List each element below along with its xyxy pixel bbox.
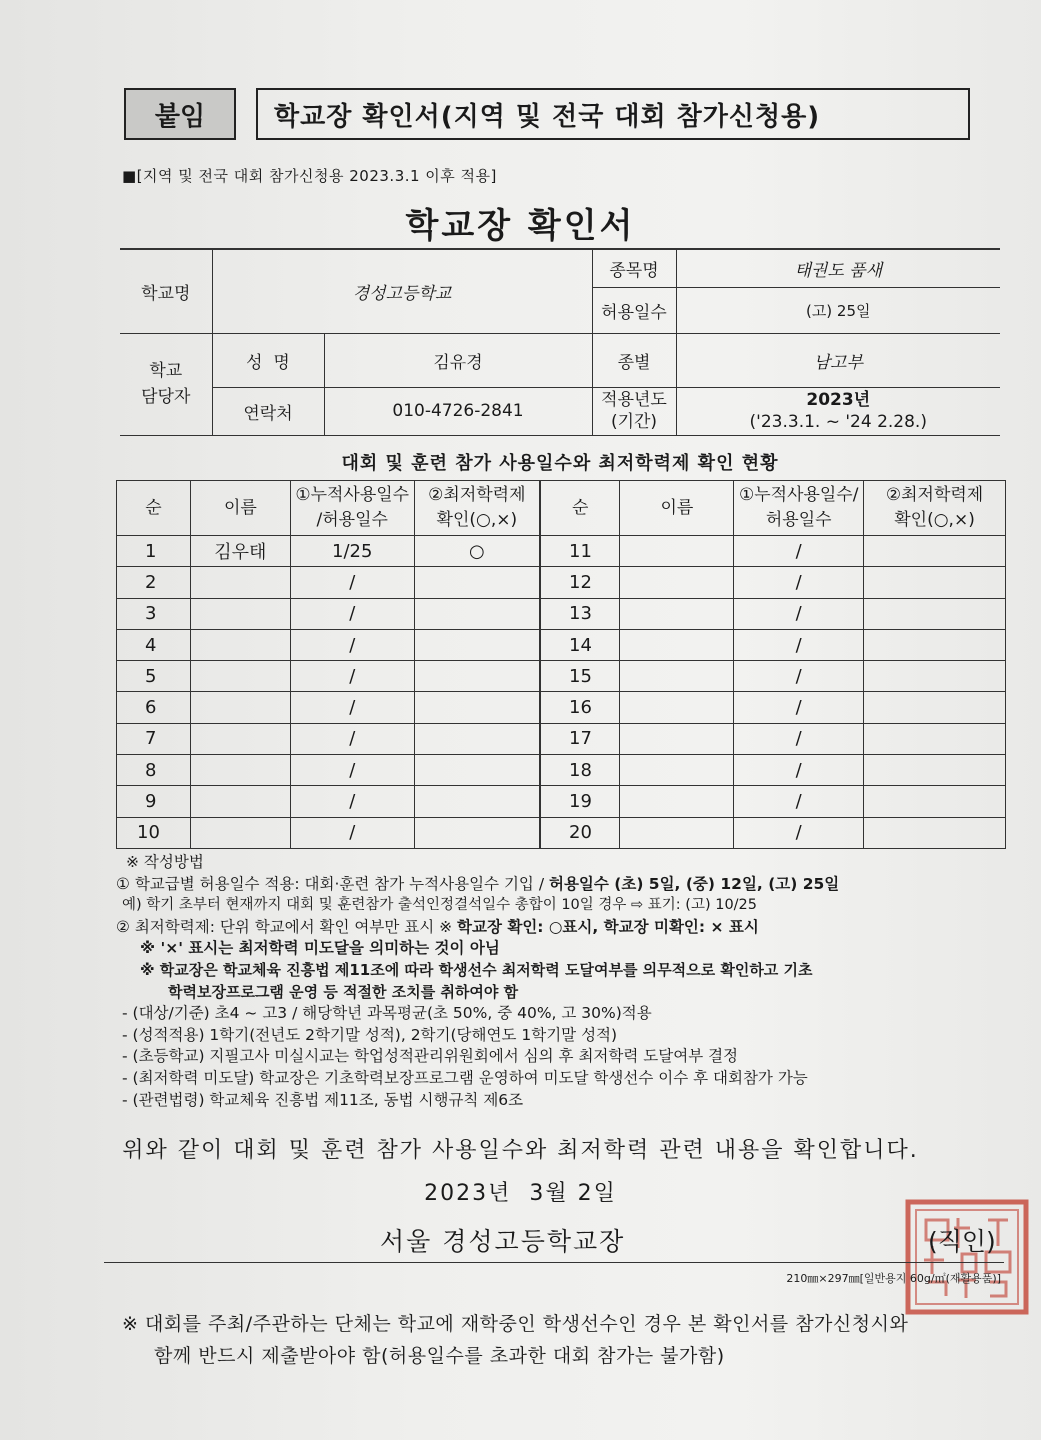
row-check [414, 567, 540, 598]
note-1-text: ① 학교급별 허용일수 적용: 대회·훈련 참가 누적사용일수 기입 / [116, 874, 549, 893]
header-days: ①누적사용일수 /허용일수 [290, 481, 414, 536]
row-days: / [290, 598, 414, 629]
detail-5: - (관련법령) 학교체육 진흥법 제11조, 동법 시행규칙 제6조 [122, 1090, 524, 1109]
row-name [190, 661, 290, 692]
event-label: 종목명 [592, 249, 676, 287]
row-check [864, 598, 1006, 629]
row-no: 2 [117, 567, 191, 598]
seal-label: (직인) [928, 1227, 996, 1256]
manager-name-value: 김유경 [324, 333, 592, 387]
principal-name: 서울 경성고등학교장 [380, 1227, 626, 1256]
row-check [414, 661, 540, 692]
table-header-row [117, 481, 1006, 536]
row-days: / [290, 817, 414, 848]
contact-value: 010-4726-2841 [324, 387, 592, 435]
row-days: / [290, 567, 414, 598]
header-name: 이름 [190, 481, 290, 536]
paper-spec: 210㎜×297㎜[일반용지 60g/㎡(재활용품)] [786, 1272, 1001, 1285]
page-title: 학교장 확인서 [405, 206, 636, 246]
row-name [620, 786, 734, 817]
row-name: 김우태 [190, 536, 290, 567]
row-no: 1 [117, 536, 191, 567]
row-name [620, 567, 734, 598]
division-value: 남고부 [676, 333, 1000, 387]
note-4-cont: 학력보장프로그램 운영 등 적절한 조치를 취하여야 함 [168, 982, 519, 1001]
header-no: 순 [117, 481, 191, 536]
school-name-value: 경성고등학교 [212, 249, 592, 333]
table-row [117, 692, 1006, 723]
note-3: ※ '×' 표시는 최저학력 미도달을 의미하는 것이 아님 [140, 939, 500, 958]
header-check-right: ②최저학력제 확인(○,×) [864, 481, 1006, 536]
footnote [122, 1308, 908, 1372]
row-name [190, 817, 290, 848]
row-name [190, 786, 290, 817]
row-no: 8 [117, 755, 191, 786]
row-check [414, 755, 540, 786]
row-days: / [290, 723, 414, 754]
row-days: / [734, 692, 864, 723]
row-check [864, 692, 1006, 723]
note-2 [116, 917, 1016, 939]
row-no: 10 [117, 817, 191, 848]
row-days: 1/25 [290, 536, 414, 567]
row-check [864, 536, 1006, 567]
row-check: ○ [414, 536, 540, 567]
table-row [117, 629, 1006, 660]
school-info-table [120, 248, 1000, 436]
row-name [620, 755, 734, 786]
row-days: / [290, 755, 414, 786]
row-days: / [734, 755, 864, 786]
row-days: / [734, 629, 864, 660]
table-row [117, 598, 1006, 629]
header-days-right: ①누적사용일수/ 허용일수 [734, 481, 864, 536]
division-label: 종별 [592, 333, 676, 387]
row-name [190, 692, 290, 723]
row-no: 20 [540, 817, 620, 848]
row-days: / [290, 661, 414, 692]
row-no: 16 [540, 692, 620, 723]
school-name-label: 학교명 [120, 249, 212, 333]
divider [104, 1262, 1004, 1263]
contact-label: 연락처 [212, 387, 324, 435]
row-check [864, 629, 1006, 660]
row-name [620, 661, 734, 692]
note-2-emphasis: 학교장 확인: ○표시, 학교장 미확인: × 표시 [457, 917, 759, 936]
note-1-example: 예) 학기 초부터 현재까지 대회 및 훈련참가 출석인정결석일수 총합이 10일 경우 ⇨ 표기: (고) 10/25 [122, 897, 758, 914]
row-no: 4 [117, 629, 191, 660]
table-row [117, 536, 1006, 567]
allowed-days-label: 허용일수 [592, 287, 676, 333]
footnote-line-2: 함께 반드시 제출받아야 함(허용일수를 초과한 대회 참가는 불가함) [154, 1345, 725, 1367]
row-no: 12 [540, 567, 620, 598]
row-check [864, 786, 1006, 817]
year-label: 적용년도 (기간) [592, 387, 676, 435]
row-check [414, 692, 540, 723]
document-header-title: 학교장 확인서(지역 및 전국 대회 참가신청용) [256, 88, 970, 140]
table-row [117, 786, 1006, 817]
row-name [190, 598, 290, 629]
row-name [190, 629, 290, 660]
table-row [117, 817, 1006, 848]
event-value: 태권도 품새 [676, 249, 1000, 287]
header-name-right: 이름 [620, 481, 734, 536]
confirmation-statement: 위와 같이 대회 및 훈련 참가 사용일수와 최저학력 관련 내용을 확인합니다. [122, 1138, 919, 1163]
detail-4: - (최저학력 미도달) 학교장은 기초학력보장프로그램 운영하여 미도달 학생선수 이수 후 대회참가 가능 [122, 1068, 808, 1087]
row-check [864, 723, 1006, 754]
row-no: 5 [117, 661, 191, 692]
row-no: 14 [540, 629, 620, 660]
row-check [864, 817, 1006, 848]
allowed-days-value: (고) 25일 [676, 287, 1000, 333]
row-check [414, 817, 540, 848]
row-no: 7 [117, 723, 191, 754]
section-title: 대회 및 훈련 참가 사용일수와 최저학력제 확인 현황 [341, 453, 779, 474]
detail-1: - (대상/기준) 초4 ~ 고3 / 해당학년 과목평균(초 50%, 중 40%, 고 30%)적용 [122, 1004, 652, 1023]
row-check [414, 786, 540, 817]
table-row [117, 661, 1006, 692]
row-no: 15 [540, 661, 620, 692]
row-name [190, 567, 290, 598]
table-row [117, 723, 1006, 754]
row-days: / [290, 629, 414, 660]
header-no-right: 순 [540, 481, 620, 536]
detail-3: - (초등학교) 지필고사 미실시교는 학업성적관리위원회에서 심의 후 최저학력 도달여부 결정 [122, 1047, 739, 1066]
row-name [620, 692, 734, 723]
row-days: / [290, 786, 414, 817]
row-days: / [734, 567, 864, 598]
participation-table [116, 480, 1006, 849]
row-days: / [290, 692, 414, 723]
row-check [414, 629, 540, 660]
applicability-note: ■[지역 및 전국 대회 참가신청용 2023.3.1 이후 적용] [122, 167, 497, 185]
row-no: 18 [540, 755, 620, 786]
row-days: / [734, 661, 864, 692]
row-name [620, 817, 734, 848]
row-no: 11 [540, 536, 620, 567]
row-days: / [734, 786, 864, 817]
row-days: / [734, 817, 864, 848]
row-check [864, 661, 1006, 692]
year-cell [676, 387, 1000, 435]
row-no: 19 [540, 786, 620, 817]
row-no: 17 [540, 723, 620, 754]
row-days: / [734, 536, 864, 567]
row-name [620, 598, 734, 629]
footnote-line-1: ※ 대회를 주최/주관하는 단체는 학교에 재학중인 학생선수인 경우 본 확인서를 참가신청시와 [122, 1313, 909, 1335]
attachment-tag: 붙임 [124, 88, 236, 140]
row-check [864, 567, 1006, 598]
row-name [620, 536, 734, 567]
note-1 [116, 874, 1016, 896]
row-name [190, 755, 290, 786]
row-days: / [734, 723, 864, 754]
year-value: 2023년 [806, 390, 871, 410]
manager-name-label: 성 명 [212, 333, 324, 387]
row-check [414, 723, 540, 754]
row-name [190, 723, 290, 754]
row-no: 9 [117, 786, 191, 817]
header-check: ②최저학력제 확인(○,×) [414, 481, 540, 536]
year-period: ('23.3.1. ~ '24 2.28.) [749, 412, 927, 432]
row-name [620, 723, 734, 754]
instructions-heading: ※ 작성방법 [126, 853, 204, 871]
table-row [117, 567, 1006, 598]
row-days: / [734, 598, 864, 629]
issue-date: 2023년 3월 2일 [424, 1181, 617, 1206]
row-name [620, 629, 734, 660]
instructions [116, 852, 1016, 1111]
table-row [117, 755, 1006, 786]
row-no: 13 [540, 598, 620, 629]
row-no: 6 [117, 692, 191, 723]
manager-label: 학교 담당자 [120, 333, 212, 435]
detail-2: - (성적적용) 1학기(전년도 2학기말 성적), 2학기(당해연도 1학기말 성적) [122, 1025, 618, 1044]
note-1-emphasis: 허용일수 (초) 5일, (중) 12일, (고) 25일 [548, 874, 840, 893]
note-4: ※ 학교장은 학교체육 진흥법 제11조에 따라 학생선수 최저학력 도달여부를 의무적으로 확인하고 기초 [140, 960, 813, 979]
row-check [864, 755, 1006, 786]
row-no: 3 [117, 598, 191, 629]
row-check [414, 598, 540, 629]
note-2-text: ② 최저학력제: 단위 학교에서 확인 여부만 표시 ※ [116, 917, 458, 936]
